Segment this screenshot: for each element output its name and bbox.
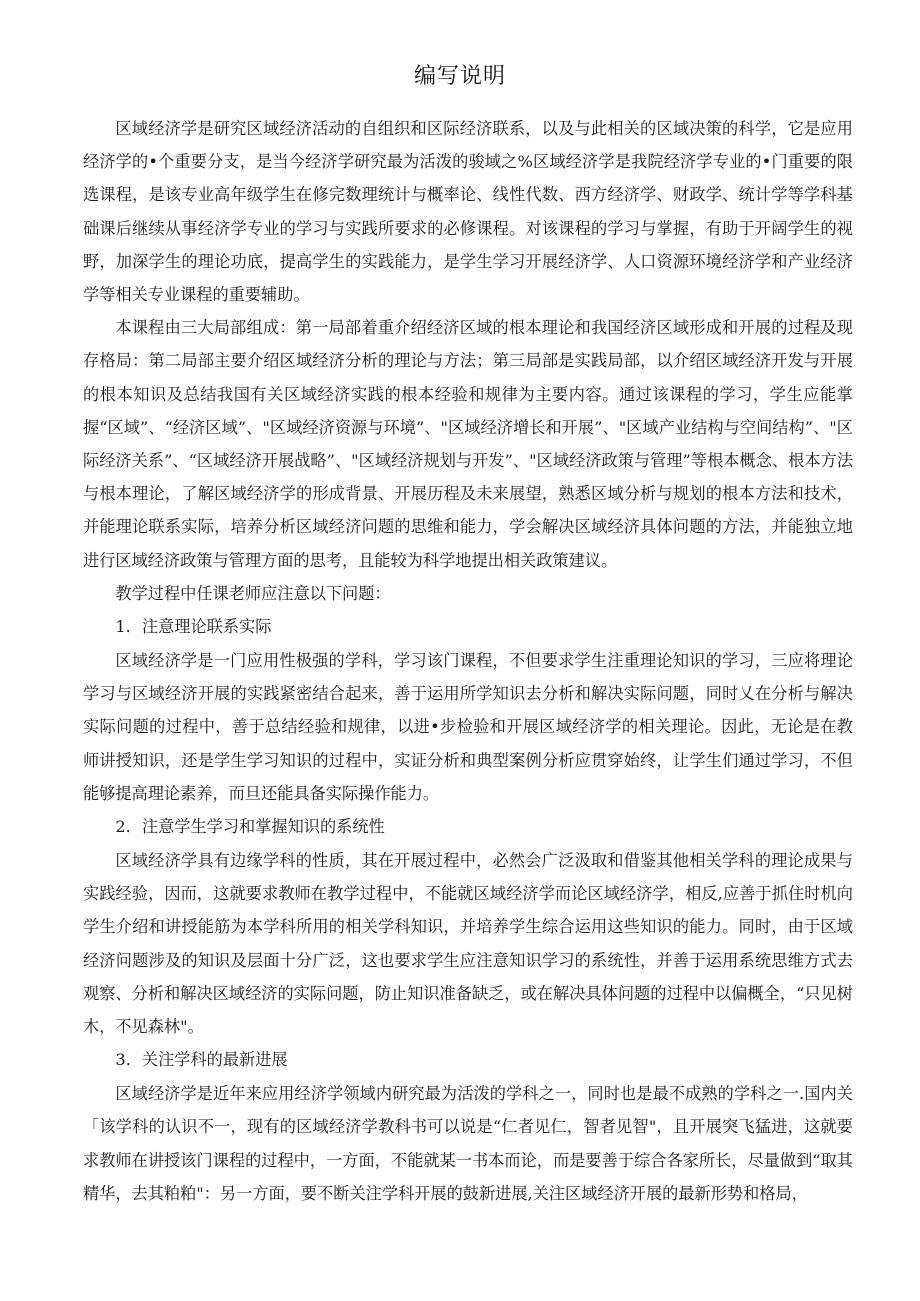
document-title: 编写说明: [413, 64, 506, 89]
course-structure-paragraph: 本课程由三大局部组成：第一局部着重介绍经济区域的根本理论和我国经济区域形成和开展的过程及现存格局：第二局部主要介绍区域经济分析的理论与方法；第三局部是实践局部，以介绍区域经济开发与开展的根本知识及总结我国有关区域经济实践的根本经验和规律为主要内容。通过该课程的学习，学生应能掌握“区域”、“经济区域”、"区域经济资源与环境”、"区域经济增长和开展”、"区域产业结构与空间结构”、"区际经济关系”、“区域经济开展战略”、"区域经济规划与开发”、"区域经济政策与管理”等根本概念、根本方法与根本理论，了解区域经济学的形成背景、开展历程及未来展望，熟悉区域分析与规划的根本方法和技术，并能理论联系实际，培养分析区域经济问题的思维和能力，学会解决区域经济具体问题的方法，并能独立地进行区域经济政策与管理方面的思考，且能较为科学地提出相关政策建议。: [83, 318, 853, 570]
section-text-2: 区域经济学具有边缘学科的性质，其在开展过程中，必然会广泛汲取和借鉴其他相关学科的理论成果与实践经验，因而，这就要求教师在教学过程中，不能就区域经济学而论区域经济学，相反,应善于抓住时机向学生介绍和讲授能筋为本学科所用的相关学科知识，并培养学生综合运用这些知识的能力。同时，由于区域经济问题涉及的知识及层面十分广泛，这也要求学生应注意知识学习的系统性，并善于运用系统思维方式去观察、分析和解决区域经济的实际问题，防止知识准备缺乏，或在解决具体问题的过程中以偏概全，“只见树木，不见森林"。: [83, 851, 853, 1037]
intro-paragraph: 区域经济学是研究区域经济活动的自组织和区际经济联系，以及与此相关的区域决策的科学，它是应用经济学的•个重要分支，是当今经济学研究最为活泼的骏域之%区域经济学是我院经济学专业的•门重要的限选课程，是该专业高年级学生在修完数理统计与概率论、线性代数、西方经济学、财政学、统计学等学科基础课后继续从事经济学专业的学习与实践所要求的必修课程。对该课程的学习与掌握，有助于开阔学生的视野，加深学生的理论功底，提高学生的实践能力，是学生学习开展经济学、人口资源环境经济学和产业经济学等相关专业课程的重要辅助。: [83, 119, 853, 305]
section-heading-3: 3．关注学科的最新进展: [115, 1050, 288, 1070]
section-heading-2: 2．注意学生学习和掌握知识的系统性: [115, 817, 385, 837]
section-text-1: 区域经济学是一门应用性极强的学科，学习该门课程，不但要求学生注重理论知识的学习，三应将理论学习与区域经济开展的实践紧密结合起来，善于运用所学知识去分析和解决实际问题，同时乂在分析与解决实际问题的过程中，善于总结经验和规律，以进•步检验和开展区域经济学的相关理论。因此，无论是在教师讲授知识，还是学生学习知识的过程中，实证分析和典型案例分析应贯穿始终，让学生们通过学习，不但能够提高理论素养，而旦还能具备实际操作能力。: [83, 651, 853, 803]
section-text-3: 区域经济学是近年来应用经济学领域内研究最为活泼的学科之一，同时也是最不成熟的学科之一.国内关「该学科的认识不一，现有的区域经济学教科书可以说是“仁者见仁，智者见智"，且开展突飞猛进，这就要求教师在讲授该门课程的过程中，一方面，不能就某一书本而论，而是要善于综合各家所长，尽量做到“取其精华，去其粕粕"：另一方面，要不断关注学科开展的鼓新进展,关注区域经济开展的最新形势和格局，: [83, 1084, 853, 1203]
document-body: [83, 112, 853, 1210]
section-heading-1: 1．注意理论联系实际: [115, 617, 272, 637]
teaching-notes-intro: 教学过程中任课老师应注意以下问题：: [115, 583, 391, 603]
